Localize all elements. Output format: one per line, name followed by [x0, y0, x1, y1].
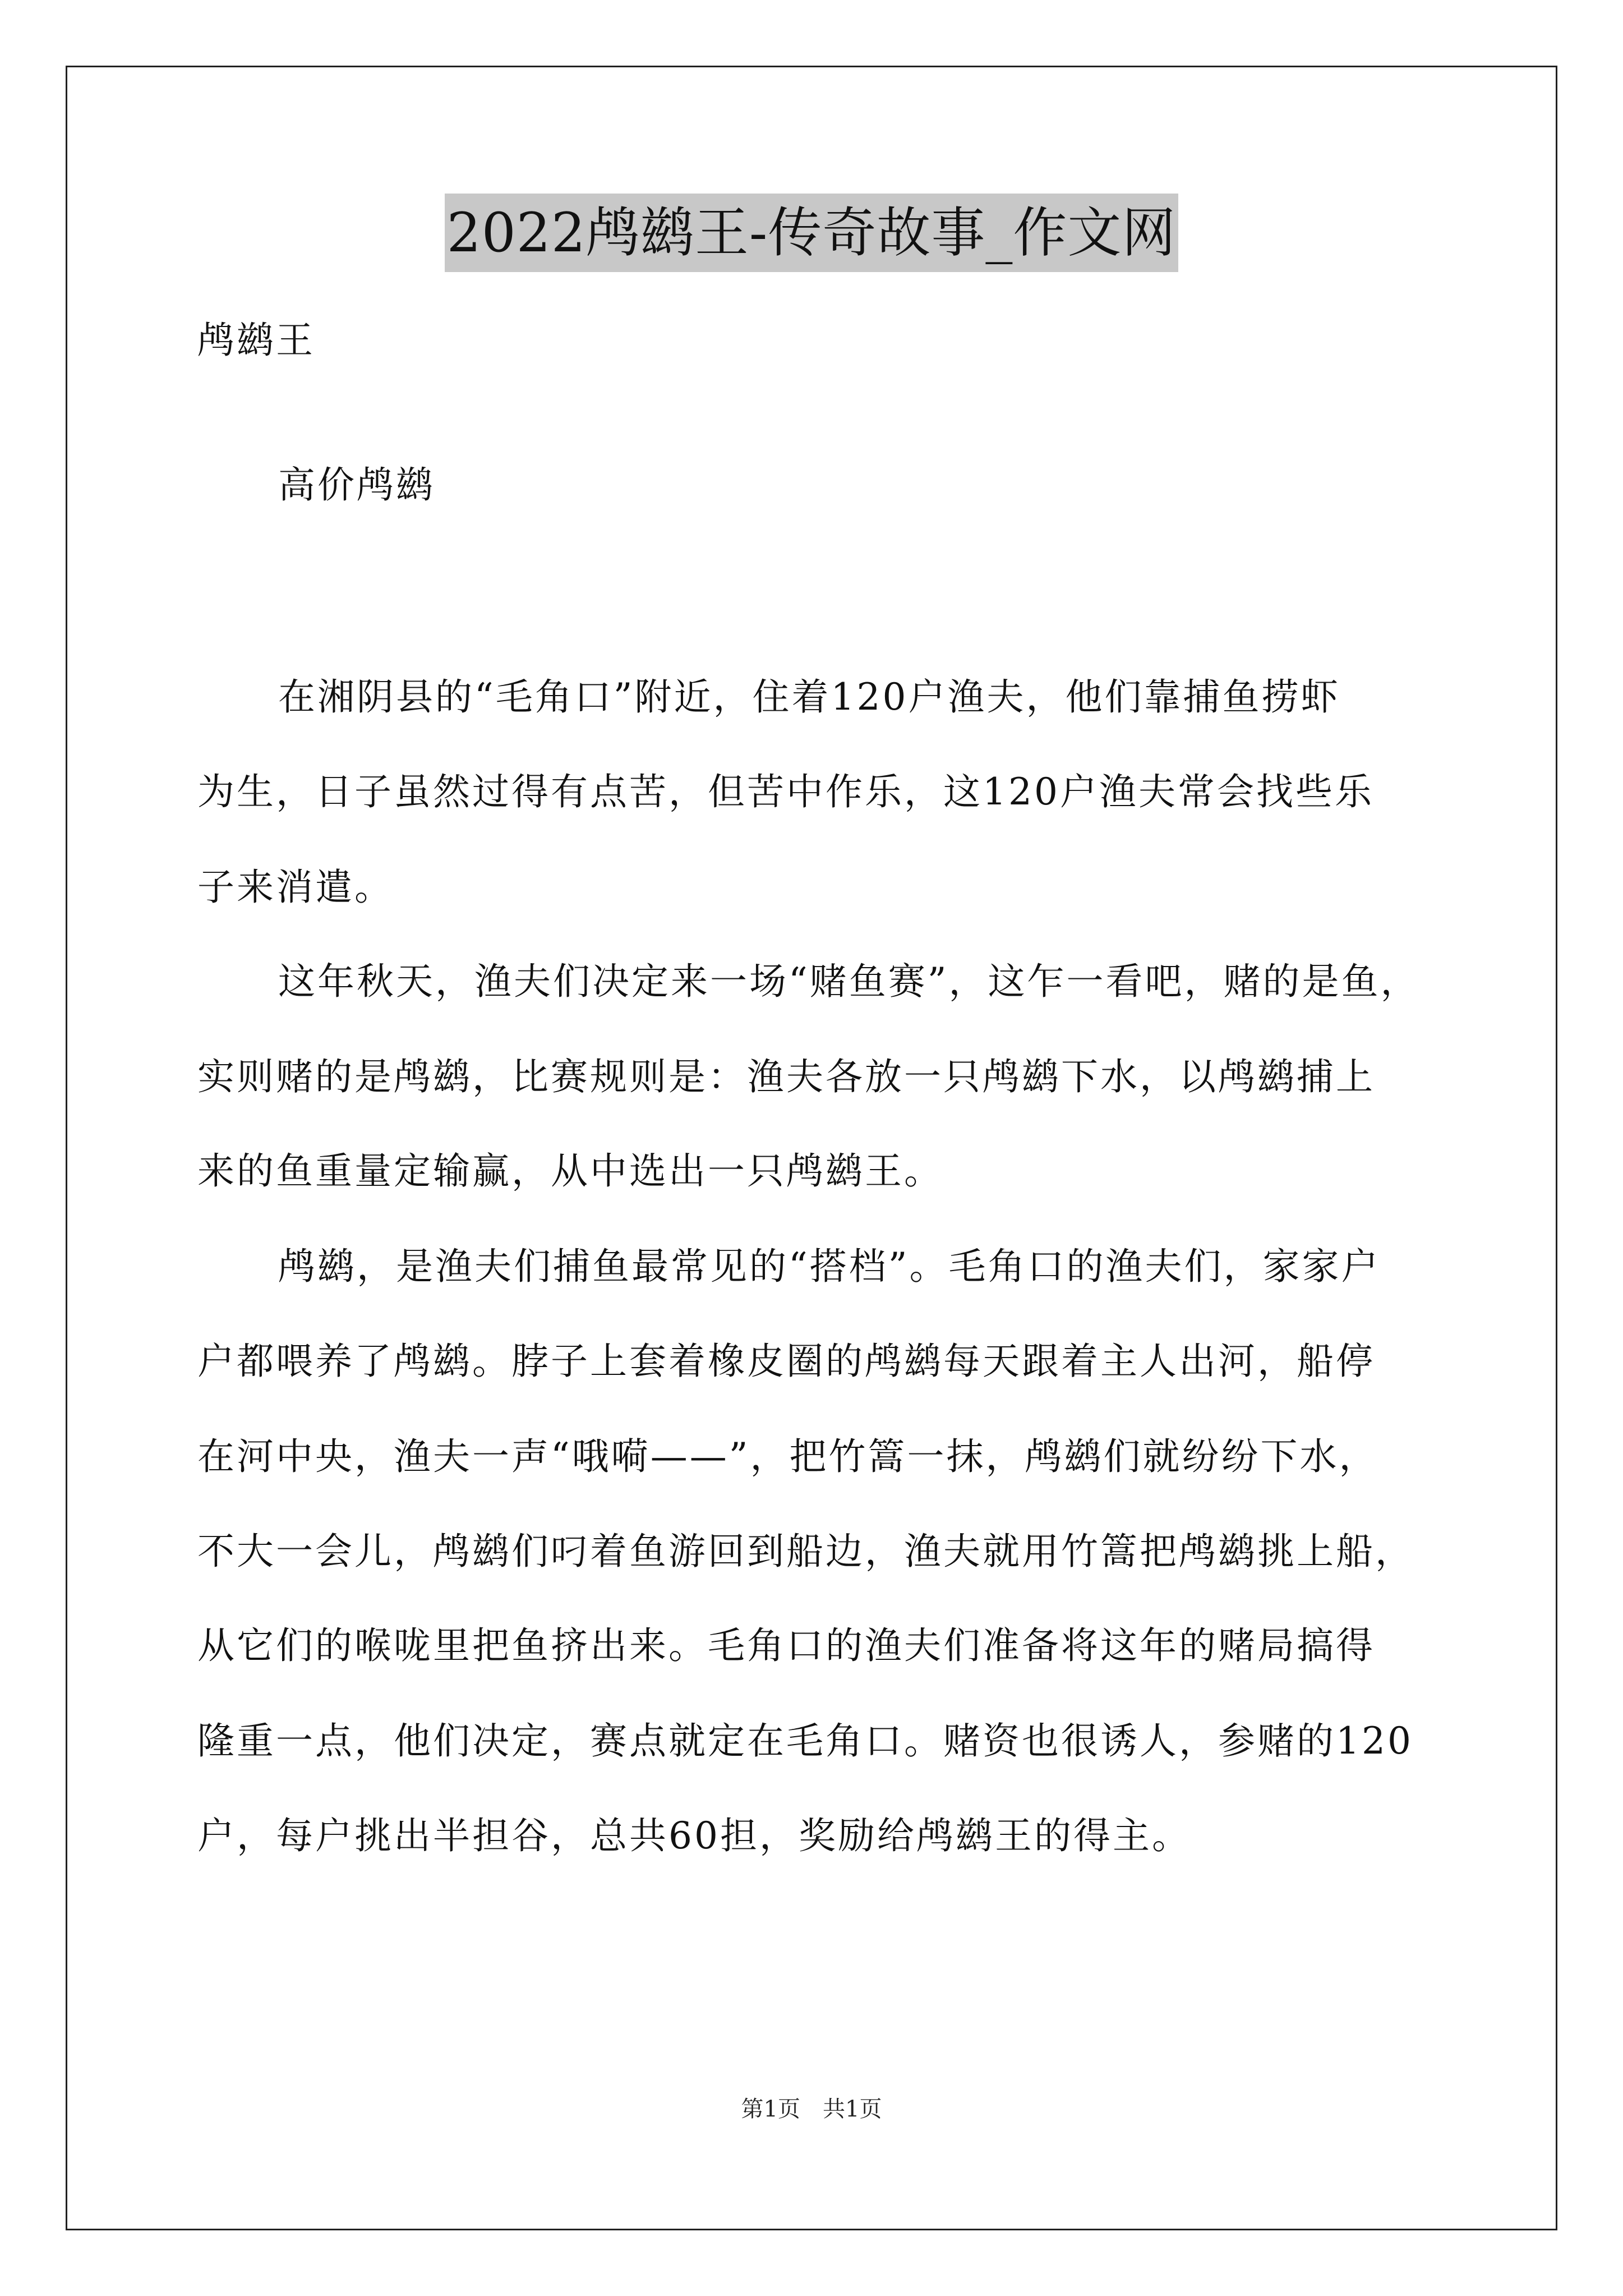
paragraph-3-line-7: 户，每户挑出半担谷，总共60担，奖励给鸬鹚王的得主。: [197, 1814, 1191, 1857]
paragraph-1-line-3: 子来消遣。: [197, 866, 394, 909]
paragraph-2-line-1: 这年秋天，渔夫们决定来一场“赌鱼赛”，这乍一看吧，赌的是鱼，: [278, 960, 1420, 1003]
paragraph-1-line-1: 在湘阴县的“毛角口”附近，住着120户渔夫，他们靠捕鱼捞虾: [278, 675, 1340, 719]
paragraph-2-line-2: 实则赌的是鸬鹚，比赛规则是：渔夫各放一只鸬鹚下水，以鸬鹚捕上: [197, 1055, 1375, 1098]
title-wrap: [0, 194, 1623, 272]
paragraph-3-line-3: 在河中央，渔夫一声“哦嗬——”，把竹篙一抹，鸬鹚们就纷纷下水，: [197, 1435, 1378, 1478]
subheading: 高价鸬鹚: [278, 463, 435, 507]
paragraph-1-line-2: 为生，日子虽然过得有点苦，但苦中作乐，这120户渔夫常会找些乐: [197, 770, 1374, 813]
document-title: 2022鸬鹚王-传奇故事_作文网: [445, 194, 1179, 272]
paragraph-3-line-5: 从它们的喉咙里把鱼挤出来。毛角口的渔夫们准备将这年的赌局搞得: [197, 1624, 1375, 1667]
paragraph-3-line-2: 户都喂养了鸬鹚。脖子上套着橡皮圈的鸬鹚每天跟着主人出河，船停: [197, 1340, 1375, 1383]
paragraph-3-line-4: 不大一会儿，鸬鹚们叼着鱼游回到船边，渔夫就用竹篙把鸬鹚挑上船，: [197, 1530, 1414, 1573]
paragraph-3-line-1: 鸬鹚，是渔夫们捕鱼最常见的“搭档”。毛角口的渔夫们，家家户: [278, 1245, 1381, 1288]
heading: 鸬鹚王: [197, 319, 315, 362]
paragraph-3-line-6: 隆重一点，他们决定，赛点就定在毛角口。赌资也很诱人，参赌的120: [197, 1719, 1413, 1763]
page-footer: 第1页 共1页: [741, 2096, 882, 2122]
paragraph-2-line-3: 来的鱼重量定输赢，从中选出一只鸬鹚王。: [197, 1149, 943, 1193]
